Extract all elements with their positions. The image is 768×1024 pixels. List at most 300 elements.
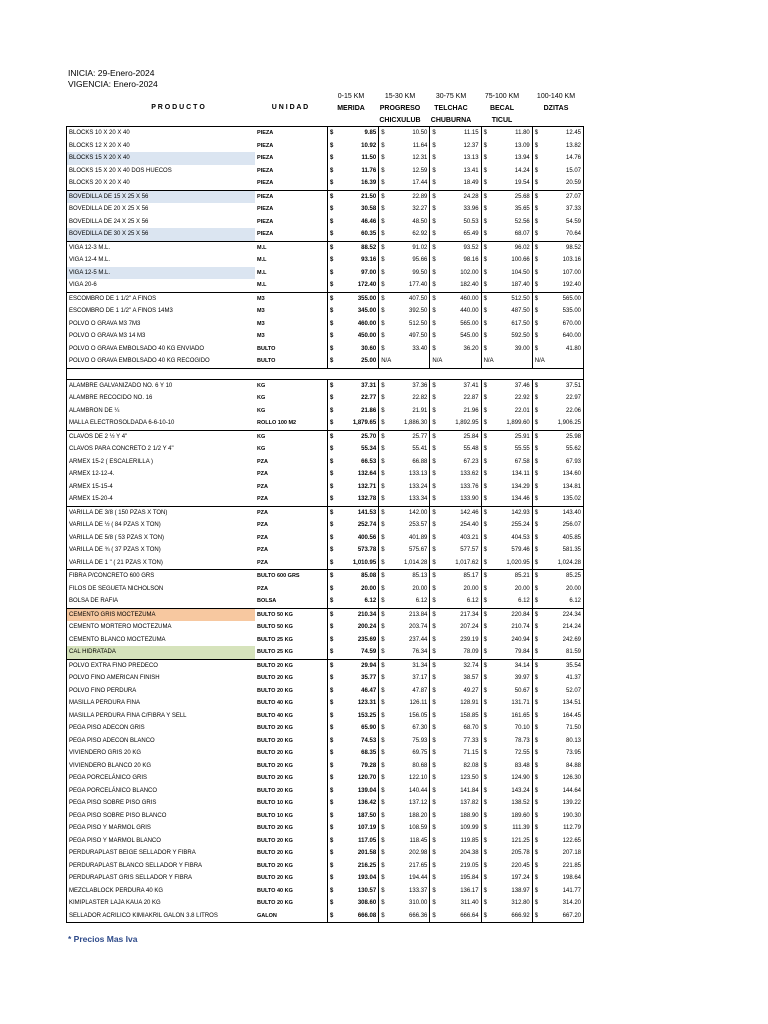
price-value: 25.68 <box>514 193 530 200</box>
price-value: 497.50 <box>409 333 428 339</box>
price-value: 219.05 <box>460 862 479 869</box>
price-cell <box>379 634 430 647</box>
currency-sign: $ <box>330 887 334 894</box>
price-cell <box>379 417 430 430</box>
unit: BULTO 25 KG <box>257 636 293 643</box>
price-cell <box>328 267 379 280</box>
currency-sign: $ <box>483 812 487 819</box>
currency-sign: $ <box>432 687 436 694</box>
price-value: 55.41 <box>412 446 428 452</box>
price-value: 35.77 <box>361 675 377 681</box>
price-value: 85.13 <box>412 573 428 579</box>
price-value: 38.57 <box>463 675 479 681</box>
price-cell <box>379 847 430 860</box>
price-cell <box>532 570 583 583</box>
currency-sign: $ <box>381 282 385 288</box>
unit: M.L <box>257 269 267 276</box>
price-cell <box>481 685 532 698</box>
currency-sign: $ <box>330 712 334 719</box>
currency-sign: $ <box>432 712 436 719</box>
price-cell <box>328 897 379 910</box>
currency-sign: $ <box>483 800 487 806</box>
price-value: 107.19 <box>357 825 377 831</box>
currency-sign: $ <box>381 662 385 669</box>
currency-sign: $ <box>381 712 385 719</box>
price-cell <box>481 203 532 216</box>
price-value: N/A <box>483 358 494 364</box>
currency-sign: $ <box>534 611 539 618</box>
product-name: VARILLA DE 3/8 ( 150 PZAS X TON) <box>67 506 256 519</box>
table-row <box>67 267 584 280</box>
currency-sign: $ <box>483 687 487 694</box>
price-value: N/A <box>432 358 443 364</box>
currency-sign: $ <box>432 737 436 744</box>
price-value: 16.39 <box>361 180 377 186</box>
price-value: 27.07 <box>565 193 581 200</box>
currency-sign: $ <box>381 257 385 263</box>
price-cell <box>379 355 430 368</box>
currency-sign: $ <box>330 862 334 869</box>
price-value: 79.84 <box>514 649 530 655</box>
currency-sign: $ <box>330 725 334 731</box>
price-cell <box>532 481 583 494</box>
price-value: 1,879.65 <box>352 420 377 426</box>
price-cell <box>532 392 583 405</box>
price-cell <box>430 456 481 469</box>
product-name: BOVEDILLA DE 20 X 25 X 56 <box>67 203 256 216</box>
currency-sign: $ <box>432 675 436 681</box>
price-value: 12.37 <box>463 142 479 149</box>
price-cell <box>328 318 379 331</box>
price-value: 37.33 <box>565 206 581 212</box>
currency-sign: $ <box>330 382 334 389</box>
currency-sign: $ <box>381 725 385 731</box>
price-value: 666.36 <box>409 912 428 919</box>
currency-sign: $ <box>330 295 334 302</box>
currency-sign: $ <box>534 395 539 401</box>
currency-sign: $ <box>381 534 385 541</box>
price-cell <box>328 710 379 723</box>
currency-sign: $ <box>432 649 436 655</box>
product-name: BLOCKS 20 X 20 X 40 <box>67 177 256 190</box>
zone1-km: 0-15 KM <box>337 93 365 100</box>
price-value: 32.74 <box>463 662 479 669</box>
price-value: 20.00 <box>463 585 479 592</box>
price-value: 640.00 <box>562 333 581 339</box>
price-value: 6.12 <box>569 598 581 604</box>
currency-sign: $ <box>381 420 385 426</box>
price-value: 25.98 <box>565 433 581 440</box>
price-cell <box>328 519 379 532</box>
table-row <box>67 216 584 229</box>
table-row <box>67 785 584 798</box>
price-cell <box>379 797 430 810</box>
currency-sign: $ <box>432 825 436 831</box>
currency-sign: $ <box>381 675 385 681</box>
currency-sign: $ <box>483 345 487 352</box>
price-value: 11.64 <box>412 142 428 149</box>
price-cell <box>481 379 532 392</box>
price-value: 32.27 <box>412 206 428 212</box>
currency-sign: $ <box>432 395 436 401</box>
unit: BULTO <box>255 355 328 368</box>
currency-sign: $ <box>330 624 334 630</box>
price-cell <box>481 216 532 229</box>
price-cell <box>532 203 583 216</box>
unit: BULTO 20 KG <box>257 900 293 906</box>
price-cell <box>328 835 379 848</box>
price-value: 10.50 <box>412 130 428 136</box>
unit: BULTO 20 KG <box>257 850 293 856</box>
price-value: 12.59 <box>412 167 428 174</box>
table-row <box>67 506 584 519</box>
currency-sign: $ <box>381 142 385 149</box>
currency-sign: $ <box>330 218 334 225</box>
product-name: CAL HIDRATADA <box>67 646 256 659</box>
price-cell <box>379 318 430 331</box>
currency-sign: $ <box>381 812 385 819</box>
currency-sign: $ <box>330 345 334 352</box>
price-cell <box>481 570 532 583</box>
currency-sign: $ <box>483 206 487 212</box>
price-value: 134.60 <box>562 471 581 477</box>
price-cell <box>379 910 430 923</box>
currency-sign: $ <box>534 407 539 414</box>
product-name: CLAVOS PARA CONCRETO 2 1/2 Y 4" <box>67 443 256 456</box>
currency-sign: $ <box>483 218 487 225</box>
price-value: N/A <box>534 358 545 364</box>
price-value: 54.59 <box>565 218 581 225</box>
price-cell <box>379 672 430 685</box>
currency-sign: $ <box>534 700 539 706</box>
price-cell <box>430 697 481 710</box>
product-name: PERDURAPLAST GRIS SELLADOR Y FIBRA <box>67 872 256 885</box>
table-row <box>67 659 584 672</box>
unit: PIEZA <box>255 190 328 203</box>
currency-sign: $ <box>534 649 539 655</box>
unit: M.L <box>255 279 328 292</box>
price-value: 220.84 <box>511 611 530 618</box>
price-cell <box>481 532 532 545</box>
price-value: 13.41 <box>463 167 479 174</box>
price-value: 142.46 <box>460 509 479 516</box>
unit: PIEZA <box>255 177 328 190</box>
currency-sign: $ <box>483 193 487 200</box>
currency-sign: $ <box>534 282 539 288</box>
product-name: PEGA PISO Y MARMOL BLANCO <box>67 835 256 848</box>
product-name: BOLSA DE RAFIA <box>67 595 256 608</box>
currency-sign: $ <box>483 231 487 237</box>
price-cell <box>379 127 430 140</box>
price-cell <box>328 685 379 698</box>
currency-sign: $ <box>432 900 436 906</box>
price-cell <box>481 897 532 910</box>
price-cell <box>379 443 430 456</box>
price-cell <box>532 343 583 356</box>
table-row <box>67 392 584 405</box>
table-row <box>67 127 584 140</box>
table-row <box>67 557 584 570</box>
unit: PIEZA <box>257 218 274 225</box>
price-value: 565.00 <box>460 320 479 327</box>
currency-sign: $ <box>432 180 436 186</box>
product-name: BOVEDILLA DE 15 X 25 X 56 <box>67 190 256 203</box>
price-cell <box>430 152 481 165</box>
price-cell <box>481 646 532 659</box>
price-cell <box>532 860 583 873</box>
price-cell <box>379 203 430 216</box>
table-row <box>67 519 584 532</box>
currency-sign: $ <box>534 559 539 566</box>
price-cell <box>328 241 379 254</box>
currency-sign: $ <box>534 522 539 528</box>
product-name: VIVIENDERO GRIS 20 KG <box>67 747 256 760</box>
price-cell <box>481 228 532 241</box>
currency-sign: $ <box>381 912 385 919</box>
product-name: VARILLA DE 1 " ( 21 PZAS X TON) <box>67 557 256 570</box>
price-value: 37.41 <box>463 382 479 389</box>
price-value: 83.48 <box>514 762 530 769</box>
table-row <box>67 772 584 785</box>
price-value: 13.82 <box>565 142 581 149</box>
price-value: 132.64 <box>357 471 377 477</box>
price-value: 135.02 <box>562 496 581 502</box>
price-value: 50.67 <box>514 687 530 694</box>
price-value: 12.31 <box>412 155 428 161</box>
currency-sign: $ <box>432 269 436 276</box>
price-value: 91.02 <box>412 244 428 251</box>
price-cell <box>430 330 481 343</box>
price-cell <box>328 634 379 647</box>
price-value: 71.50 <box>565 725 581 731</box>
currency-sign: $ <box>483 598 487 604</box>
unit: KG <box>257 407 266 414</box>
price-value: 204.38 <box>460 850 479 856</box>
price-cell <box>481 519 532 532</box>
price-value: 80.13 <box>565 737 581 744</box>
price-cell <box>532 430 583 443</box>
price-value: 20.00 <box>412 585 428 592</box>
price-cell <box>430 140 481 153</box>
price-value: 141.77 <box>562 887 581 894</box>
price-cell <box>379 822 430 835</box>
price-cell <box>379 872 430 885</box>
price-cell <box>328 872 379 885</box>
currency-sign: $ <box>432 458 436 465</box>
price-value: 535.00 <box>562 308 581 314</box>
price-value: 79.28 <box>361 762 377 769</box>
currency-sign: $ <box>330 762 334 769</box>
price-cell <box>481 822 532 835</box>
zone2-km: 15-30 KM <box>384 93 416 100</box>
price-cell <box>430 659 481 672</box>
price-value: 22.82 <box>412 395 428 401</box>
price-value: 73.95 <box>565 750 581 756</box>
price-cell <box>379 430 430 443</box>
zone5-place: DZITAS <box>543 105 569 112</box>
price-cell <box>328 140 379 153</box>
price-value: 182.40 <box>460 282 479 288</box>
price-cell <box>532 910 583 923</box>
currency-sign: $ <box>534 231 539 237</box>
price-value: 666.92 <box>511 912 530 919</box>
price-cell <box>328 847 379 860</box>
unit: BULTO 20 KG <box>257 675 293 681</box>
price-value: 67.30 <box>412 725 428 731</box>
table-row <box>67 292 584 305</box>
table-row <box>67 583 584 596</box>
price-cell <box>379 292 430 305</box>
price-value: 103.16 <box>562 257 581 263</box>
product-name: ALAMBRON DE ¼ <box>67 405 256 418</box>
product-name: PEGA PORCELÁNICO GRIS <box>67 772 256 785</box>
currency-sign: $ <box>534 624 539 630</box>
currency-sign: $ <box>534 167 539 174</box>
currency-sign: $ <box>432 522 436 528</box>
price-value: 104.50 <box>511 269 530 276</box>
price-cell <box>379 506 430 519</box>
product-name: MASILLA PERDURA FINA <box>67 697 256 710</box>
price-cell <box>430 722 481 735</box>
price-value: 131.71 <box>511 700 530 706</box>
unit-header: U N I D A D <box>271 104 309 111</box>
currency-sign: $ <box>432 167 436 174</box>
currency-sign: $ <box>534 206 539 212</box>
price-value: 177.40 <box>409 282 428 288</box>
currency-sign: $ <box>330 509 334 516</box>
currency-sign: $ <box>381 218 385 225</box>
price-value: 197.24 <box>511 875 530 881</box>
currency-sign: $ <box>534 912 539 919</box>
currency-sign: $ <box>483 559 487 566</box>
price-cell <box>328 910 379 923</box>
price-cell <box>532 810 583 823</box>
price-cell <box>430 506 481 519</box>
price-value: 161.65 <box>511 712 530 719</box>
price-cell <box>532 847 583 860</box>
currency-sign: $ <box>432 534 436 541</box>
price-value: 6.12 <box>466 598 479 604</box>
currency-sign: $ <box>534 573 539 579</box>
currency-sign: $ <box>483 912 487 919</box>
price-cell <box>430 443 481 456</box>
price-cell <box>328 659 379 672</box>
price-value: 460.00 <box>357 320 377 327</box>
price-cell <box>481 672 532 685</box>
currency-sign: $ <box>432 624 436 630</box>
price-cell <box>430 860 481 873</box>
price-cell <box>379 570 430 583</box>
currency-sign: $ <box>534 446 539 452</box>
price-cell <box>532 595 583 608</box>
price-value: 14.76 <box>565 155 581 161</box>
price-value: 1,906.25 <box>557 420 581 426</box>
price-cell <box>481 140 532 153</box>
currency-sign: $ <box>330 800 334 806</box>
price-cell <box>481 392 532 405</box>
price-value: 577.57 <box>460 547 479 553</box>
price-cell <box>328 760 379 773</box>
price-cell <box>328 885 379 898</box>
price-cell <box>328 443 379 456</box>
table-row <box>67 760 584 773</box>
table-row <box>67 165 584 178</box>
currency-sign: $ <box>432 787 436 794</box>
price-value: 37.36 <box>412 382 428 389</box>
price-cell <box>430 785 481 798</box>
currency-sign: $ <box>534 269 539 276</box>
price-value: 66.88 <box>412 458 428 465</box>
currency-sign: $ <box>381 573 385 579</box>
price-value: 1,014.28 <box>404 559 428 566</box>
price-cell <box>481 608 532 621</box>
currency-sign: $ <box>381 862 385 869</box>
price-value: 35.65 <box>514 206 530 212</box>
price-cell <box>532 634 583 647</box>
price-value: 25.00 <box>361 358 377 364</box>
currency-sign: $ <box>432 483 436 490</box>
price-cell <box>481 456 532 469</box>
price-value: 65.49 <box>463 231 479 237</box>
price-cell <box>430 216 481 229</box>
table-row <box>67 318 584 331</box>
price-value: 19.54 <box>514 180 530 186</box>
currency-sign: $ <box>534 750 539 756</box>
price-cell <box>532 672 583 685</box>
currency-sign: $ <box>483 282 487 288</box>
currency-sign: $ <box>381 800 385 806</box>
price-value: 33.96 <box>463 206 479 212</box>
currency-sign: $ <box>330 737 334 744</box>
price-cell <box>328 810 379 823</box>
currency-sign: $ <box>534 762 539 769</box>
table-row <box>67 595 584 608</box>
currency-sign: $ <box>432 611 436 618</box>
price-cell <box>430 241 481 254</box>
price-cell <box>379 493 430 506</box>
currency-sign: $ <box>330 812 334 819</box>
price-value: 253.57 <box>409 522 428 528</box>
unit: BULTO 20 KG <box>257 825 293 831</box>
currency-sign: $ <box>483 471 487 477</box>
price-cell <box>532 254 583 267</box>
price-value: 102.00 <box>460 269 479 276</box>
currency-sign: $ <box>330 787 334 794</box>
unit: BULTO 20 KG <box>257 775 293 781</box>
price-value: 6.12 <box>415 598 428 604</box>
currency-sign: $ <box>432 282 436 288</box>
currency-sign: $ <box>330 167 334 174</box>
price-cell <box>481 583 532 596</box>
price-value: 401.89 <box>409 534 428 541</box>
currency-sign: $ <box>381 471 385 477</box>
unit: KG <box>257 446 266 452</box>
currency-sign: $ <box>534 850 539 856</box>
product-name: FIBRA P/CONCRETO 600 GRS <box>67 570 256 583</box>
price-value: 25.77 <box>412 433 428 440</box>
price-cell <box>481 760 532 773</box>
currency-sign: $ <box>534 496 539 502</box>
price-cell <box>430 772 481 785</box>
product-name: VIGA 12-3 M.L. <box>67 241 256 254</box>
price-value: 210.34 <box>357 611 377 618</box>
currency-sign: $ <box>330 333 334 339</box>
price-cell <box>481 305 532 318</box>
price-value: 188.90 <box>460 812 479 819</box>
currency-sign: $ <box>483 395 487 401</box>
product-name: PERDURAPLAST BLANCO SELLADOR Y FIBRA <box>67 860 256 873</box>
price-value: 198.64 <box>562 875 581 881</box>
